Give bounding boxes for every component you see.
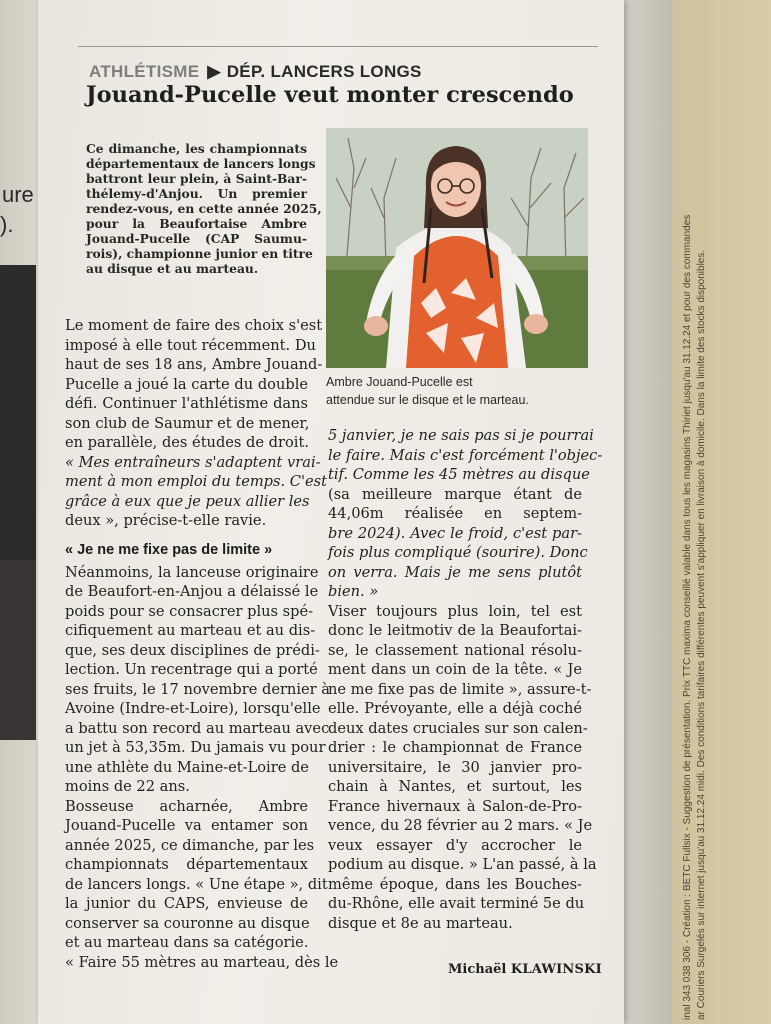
article-text-line: drier : le championnat de France	[328, 739, 582, 756]
byline-last-name: KLAWINSKI	[510, 962, 602, 977]
article-text-line: on verra. Mais je me sens plutôt	[328, 563, 582, 581]
article-text-line: du-Rhône, elle avait terminé 5e du	[328, 895, 585, 912]
kicker-section: ATHLÉTISME	[89, 62, 200, 81]
article-text-line: 44,06m réalisée en septem-	[328, 505, 582, 522]
article-text-line: elle. Prévoyante, elle a déjà coché	[328, 700, 582, 717]
article-text-line: 5 janvier, je ne sais pas si je pourrai	[328, 427, 594, 444]
article-text-line: et au marteau dans sa catégorie.	[65, 934, 309, 951]
article-text-line: Jouand-Pucelle va entamer son	[65, 817, 308, 834]
article-subhead: « Je ne me fixe pas de limite »	[65, 541, 273, 558]
arrow-icon: ▶	[207, 62, 221, 81]
article-text-line: championnats départementaux	[65, 856, 308, 873]
article-text-line: imposé à elle tout récemment. Du	[65, 336, 316, 354]
left-page-line-1: ure	[2, 182, 34, 207]
article-text-line: Néanmoins, la lanceuse originaire	[65, 563, 319, 581]
left-page-text	[0, 180, 34, 240]
article-text-line: au disque et au marteau.	[86, 261, 259, 276]
article-text-line: chain à Nantes, et surtout, les	[328, 778, 582, 795]
article-text-line: Jouand-Pucelle (CAP Saumu-	[86, 231, 307, 246]
article-text-line: Avoine (Indre-et-Loire), lorsqu'elle	[65, 700, 321, 717]
article-text-line: cifiquement au marteau et au dis-	[65, 622, 316, 639]
article-text-line: vence, du 28 février au 2 mars. « Je	[328, 817, 593, 834]
article-text-line: pour la Beaufortaise Ambre	[86, 216, 307, 231]
article-text-line: conserver sa couronne au disque	[65, 914, 310, 932]
article-text-line: de Beaufort-en-Anjou a délaissé le	[65, 583, 319, 600]
article-text-line: bre 2024). Avec le froid, c'est par-	[328, 524, 582, 542]
article-text-line: de lancers longs. « Une étape », dit	[65, 875, 328, 893]
article-text-line: année 2025, ce dimanche, par les	[65, 836, 315, 854]
article-text-line: donc le leitmotiv de la Beaufortai-	[328, 622, 582, 639]
article-column-left	[65, 316, 339, 972]
article-text-line: que, ses deux disciplines de prédi-	[65, 641, 320, 659]
article-text-line: une athlète du Maine-et-Loire de	[65, 758, 309, 776]
article-text-line: la junior du CAPS, envieuse de	[65, 895, 308, 912]
article-text-line: départementaux de lancers longs	[86, 156, 316, 171]
top-rule	[78, 46, 598, 47]
article-text-line: thélemy-d'Anjou. Un premier	[86, 186, 307, 201]
article-text-line: rendez-vous, en cette année 2025,	[86, 201, 322, 216]
article-text-line: Ce dimanche, les championnats	[86, 141, 307, 156]
article-text-line: se, le classement national résolu-	[328, 641, 582, 659]
card-legal-line-1: inal 343 038 306 - Création : BETC Fullsix - Suggestion de présentation. Prix TTC maxima conseillé valable dans tous les magasins Thiriet jusqu'au 31.12.24 et pour des commandes	[682, 214, 693, 1020]
article-text-line: podium au disque. » L'an passé, à la	[328, 856, 597, 873]
article-text-line: Pucelle a joué la carte du double	[65, 375, 308, 393]
article-text-line: deux dates cruciales sur son calen-	[328, 719, 588, 737]
article-text-line: moins de 22 ans.	[65, 778, 190, 795]
byline-first-name: Michaël	[448, 962, 507, 977]
article-text-line: « Mes entraîneurs s'adaptent vrai-	[65, 453, 321, 471]
article-text-line: fois plus compliqué (sourire). Donc	[328, 544, 588, 561]
article-text-line: (sa meilleure marque étant de	[328, 485, 582, 503]
article-text-line: lection. Un recentrage qui a porté	[65, 661, 318, 678]
article-text-line: « Faire 55 mètres au marteau, dès le	[65, 953, 339, 971]
left-page-line-2: ).	[0, 212, 14, 237]
article-text-line: tif. Comme les 45 mètres au disque	[328, 466, 590, 483]
article-text-line: disque et 8e au marteau.	[328, 914, 513, 932]
article-text-line: grâce à eux que je peux allier les	[65, 492, 310, 510]
article-text-line: ment dans un coin de la tête. « Je	[328, 661, 582, 678]
article-text-line: France hivernaux à Salon-de-Pro-	[328, 797, 582, 815]
article-text-line: même époque, dans les Bouches-	[328, 875, 582, 893]
newspaper-page	[38, 0, 624, 1024]
photo-caption	[326, 373, 588, 409]
article-text-line: en parallèle, des études de droit.	[65, 434, 309, 451]
article-text-line: le faire. Mais c'est forcément l'objec-	[328, 446, 603, 464]
article-kicker	[89, 62, 422, 82]
article-text-line: ne me fixe pas de limite », assure-t-	[328, 680, 592, 698]
article-text-line: haut de ses 18 ans, Ambre Jouand-	[65, 356, 323, 373]
article-text-line: défi. Continuer l'athlétisme dans	[65, 395, 308, 412]
article-text-line: son club de Saumur et de mener,	[65, 414, 310, 432]
article-text-line: veux essayer d'y accrocher le	[328, 836, 582, 854]
advertising-card	[672, 0, 771, 1024]
article-text-line: un jet à 53,35m. Du jamais vu pour	[65, 739, 326, 756]
article-text-line: deux », précise-t-elle ravie.	[65, 512, 267, 529]
article-column-right	[328, 426, 603, 933]
left-page-photo-lower	[0, 560, 36, 740]
article-text-line: poids pour se consacrer plus spé-	[65, 602, 314, 620]
athlete-photo-illustration	[326, 128, 588, 368]
article-text-line: ment à mon emploi du temps. C'est	[65, 473, 327, 490]
page-fold	[615, 0, 675, 1024]
article-byline	[448, 962, 602, 977]
caption-line-1: Ambre Jouand-Pucelle est	[326, 375, 473, 389]
kicker-topic: DÉP. LANCERS LONGS	[226, 62, 422, 81]
article-text-line: Bosseuse acharnée, Ambre	[65, 797, 308, 815]
article-text-line: ses fruits, le 17 novembre dernier à	[65, 680, 330, 698]
article-text-line: Le moment de faire des choix s'est	[65, 317, 323, 334]
card-legal-line-2: ar Couriers Surgelés sur internet jusqu'au 31.12.24 midi. Des conditions tarifaires différentes peuvent s'appliquer en livraison à domicile. Dans la limite des stocks disponibles.	[696, 249, 707, 1020]
article-text-line: universitaire, le 30 janvier pro-	[328, 758, 582, 776]
article-text-line: Viser toujours plus loin, tel est	[328, 602, 582, 620]
article-text-line: rois), championne junior en titre	[86, 246, 313, 261]
article-headline: Jouand-Pucelle veut monter crescendo	[86, 82, 574, 108]
article-text-line: a battu son record au marteau avec	[65, 719, 330, 737]
article-lead	[86, 141, 322, 276]
athlete-photo	[326, 128, 588, 368]
article-text-line: battront leur plein, à Saint-Bar-	[86, 171, 307, 186]
caption-line-2: attendue sur le disque et le marteau.	[326, 393, 529, 407]
article-text-line: bien. »	[328, 583, 379, 600]
